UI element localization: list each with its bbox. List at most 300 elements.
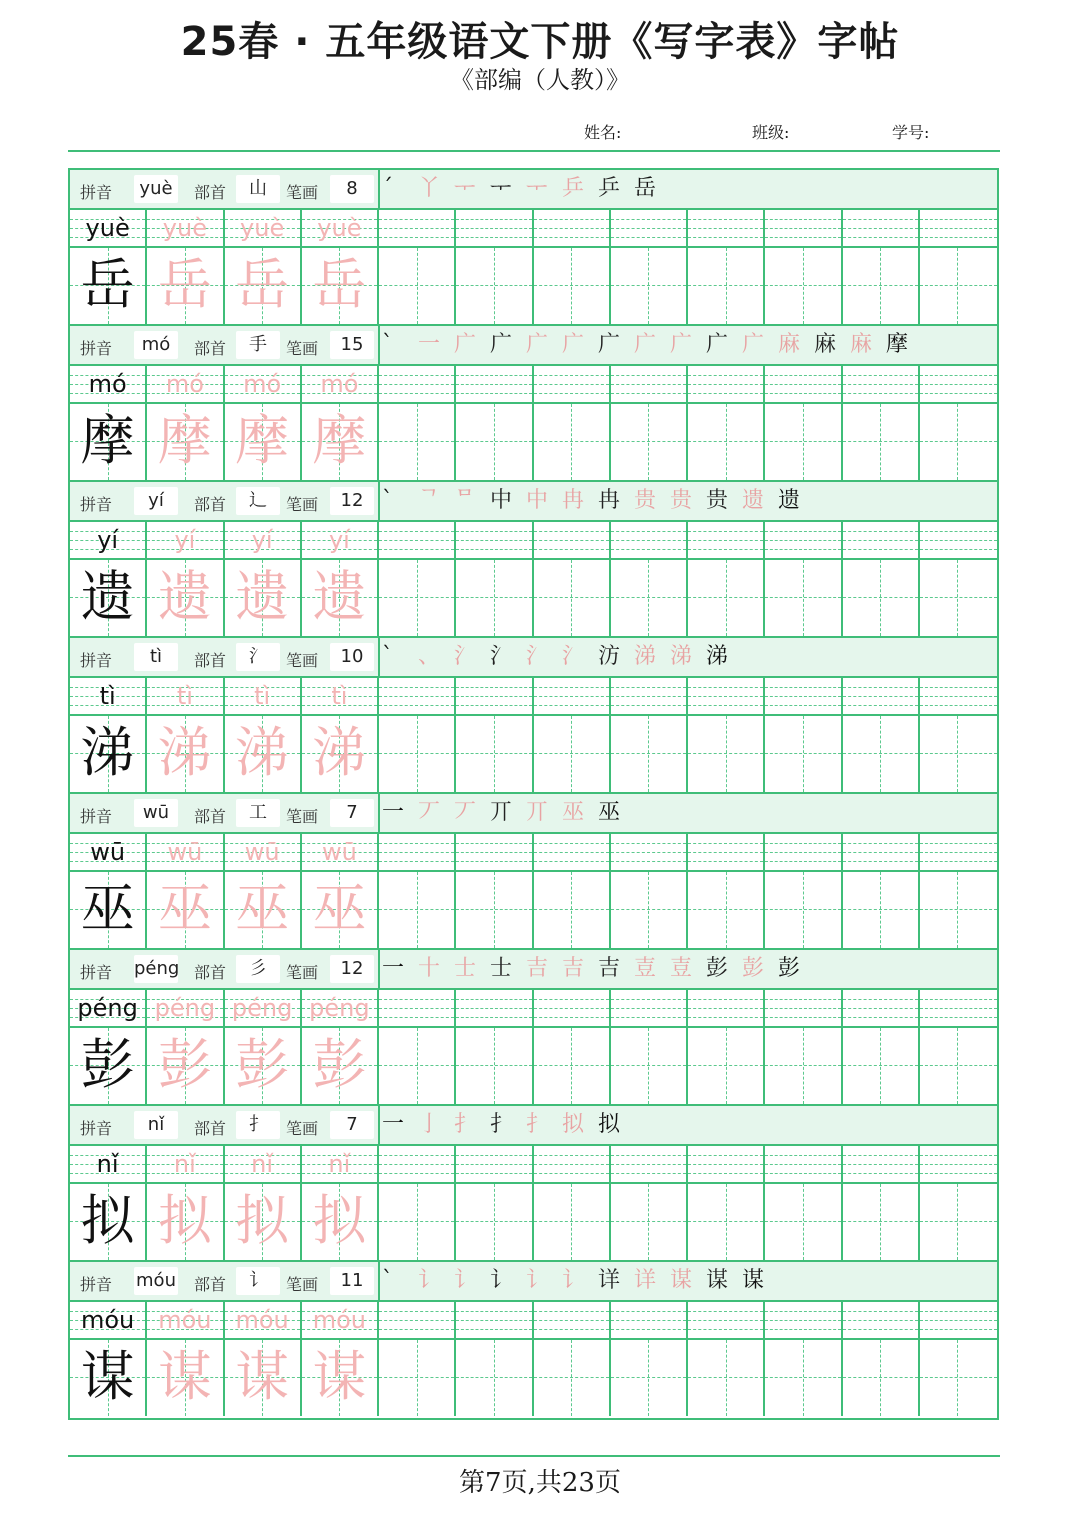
pinyin-value: yí bbox=[134, 487, 178, 515]
pinyin-cell[interactable] bbox=[379, 210, 456, 248]
stroke-step: 贵 bbox=[634, 488, 657, 513]
stroke-step: 氵 bbox=[526, 644, 549, 669]
character-cell[interactable] bbox=[456, 872, 533, 948]
pinyin-cell bbox=[225, 834, 302, 872]
pinyin-cell[interactable] bbox=[843, 1302, 920, 1340]
pinyin-cell[interactable] bbox=[765, 1302, 842, 1340]
character-trace: 谋 bbox=[157, 1345, 212, 1408]
character-cell[interactable] bbox=[920, 872, 997, 948]
character-cell[interactable] bbox=[765, 716, 842, 792]
pinyin-practice-row bbox=[70, 1146, 997, 1184]
character-trace: 谋 bbox=[312, 1345, 367, 1408]
character-cell[interactable] bbox=[456, 1184, 533, 1260]
character-cell bbox=[302, 1184, 379, 1260]
pinyin-cell bbox=[70, 1302, 147, 1340]
stroke-step: 汸 bbox=[598, 644, 621, 669]
character-trace: 遗 bbox=[157, 565, 212, 628]
character-meta bbox=[70, 326, 380, 364]
pinyin-cell bbox=[70, 210, 147, 248]
pinyin-model: yí bbox=[97, 526, 119, 554]
pinyin-cell bbox=[70, 678, 147, 716]
stroke-step: 详 bbox=[598, 1268, 621, 1293]
character-trace: 巫 bbox=[235, 877, 290, 940]
character-cell[interactable] bbox=[920, 560, 997, 636]
character-cell[interactable] bbox=[611, 404, 688, 480]
pinyin-cell[interactable] bbox=[765, 678, 842, 716]
pinyin-cell[interactable] bbox=[920, 522, 997, 560]
pinyin-cell bbox=[147, 990, 224, 1028]
character-practice-row bbox=[70, 1184, 997, 1260]
pinyin-cell[interactable] bbox=[688, 522, 765, 560]
character-cell bbox=[225, 716, 302, 792]
character-cell[interactable] bbox=[688, 1028, 765, 1104]
pinyin-cell[interactable] bbox=[534, 1302, 611, 1340]
character-cell[interactable] bbox=[534, 1340, 611, 1416]
pinyin-cell[interactable] bbox=[456, 1146, 533, 1184]
pinyin-cell[interactable] bbox=[920, 210, 997, 248]
character-cell[interactable] bbox=[534, 716, 611, 792]
stroke-step: 贵 bbox=[706, 488, 729, 513]
character-cell[interactable] bbox=[611, 248, 688, 324]
pinyin-cell[interactable] bbox=[456, 522, 533, 560]
character-practice-row bbox=[70, 1340, 997, 1416]
stroke-step: 讠 bbox=[454, 1268, 477, 1293]
stroke-step: 详 bbox=[634, 1268, 657, 1293]
character-cell[interactable] bbox=[765, 872, 842, 948]
stroke-step: 、 bbox=[418, 644, 441, 669]
pinyin-trace: yí bbox=[174, 526, 196, 554]
character-trace: 涕 bbox=[157, 721, 212, 784]
stroke-step: 扌 bbox=[526, 1112, 549, 1137]
pinyin-cell[interactable] bbox=[611, 834, 688, 872]
pinyin-cell[interactable] bbox=[920, 1302, 997, 1340]
pinyin-cell[interactable] bbox=[920, 678, 997, 716]
pinyin-cell[interactable] bbox=[843, 1146, 920, 1184]
pinyin-value: móu bbox=[134, 1267, 178, 1295]
pinyin-cell[interactable] bbox=[611, 1146, 688, 1184]
character-model: 拟 bbox=[80, 1189, 135, 1252]
pinyin-trace: yuè bbox=[240, 214, 285, 242]
pinyin-value: wū bbox=[134, 799, 178, 827]
pinyin-trace: tì bbox=[254, 682, 271, 710]
character-trace: 岳 bbox=[157, 253, 212, 316]
character-cell[interactable] bbox=[688, 248, 765, 324]
pinyin-cell[interactable] bbox=[534, 210, 611, 248]
stroke-order-sequence bbox=[382, 172, 992, 208]
stroke-count-label: 笔画 bbox=[286, 495, 319, 514]
stroke-step: 乒 bbox=[598, 176, 621, 201]
pinyin-cell[interactable] bbox=[611, 522, 688, 560]
pinyin-cell[interactable] bbox=[456, 834, 533, 872]
character-cell[interactable] bbox=[765, 560, 842, 636]
character-trace: 遗 bbox=[235, 565, 290, 628]
stroke-step: 摩 bbox=[886, 332, 909, 357]
stroke-step: 广 bbox=[490, 332, 513, 357]
stroke-step: ᅮ bbox=[454, 176, 476, 201]
stroke-order-sequence bbox=[382, 328, 992, 364]
pinyin-cell[interactable] bbox=[765, 522, 842, 560]
character-cell[interactable] bbox=[379, 1028, 456, 1104]
character-meta bbox=[70, 794, 380, 832]
character-block bbox=[70, 170, 997, 326]
stroke-step: 扌 bbox=[454, 1112, 477, 1137]
character-cell bbox=[147, 404, 224, 480]
character-cell[interactable] bbox=[379, 1340, 456, 1416]
pinyin-cell[interactable] bbox=[765, 990, 842, 1028]
pinyin-value: mó bbox=[134, 331, 178, 359]
practice-grid bbox=[68, 168, 999, 1420]
stroke-step: ᅮ bbox=[526, 176, 548, 201]
character-cell[interactable] bbox=[765, 404, 842, 480]
pinyin-label: 拼音 bbox=[80, 183, 113, 202]
pinyin-trace: péng bbox=[231, 994, 293, 1022]
pinyin-cell[interactable] bbox=[379, 678, 456, 716]
pinyin-cell[interactable] bbox=[379, 366, 456, 404]
character-cell[interactable] bbox=[456, 1340, 533, 1416]
pinyin-cell bbox=[70, 366, 147, 404]
character-cell bbox=[147, 1184, 224, 1260]
character-trace: 巫 bbox=[157, 877, 212, 940]
pinyin-cell[interactable] bbox=[688, 210, 765, 248]
character-cell[interactable] bbox=[611, 1340, 688, 1416]
character-info-row bbox=[70, 950, 997, 990]
pinyin-cell[interactable] bbox=[379, 1146, 456, 1184]
character-info-row bbox=[70, 794, 997, 834]
pinyin-cell[interactable] bbox=[765, 834, 842, 872]
pinyin-cell bbox=[302, 210, 379, 248]
character-cell[interactable] bbox=[688, 1184, 765, 1260]
character-meta bbox=[70, 638, 380, 676]
character-trace: 巫 bbox=[312, 877, 367, 940]
character-cell[interactable] bbox=[843, 1184, 920, 1260]
character-cell bbox=[147, 560, 224, 636]
radical-label: 部首 bbox=[194, 183, 227, 202]
pinyin-cell[interactable] bbox=[765, 366, 842, 404]
character-cell[interactable] bbox=[611, 560, 688, 636]
stroke-step: 丫 bbox=[418, 176, 441, 201]
character-cell bbox=[302, 872, 379, 948]
stroke-step: 吉 bbox=[526, 956, 549, 981]
character-cell[interactable] bbox=[379, 716, 456, 792]
pinyin-trace: nǐ bbox=[173, 1150, 196, 1178]
pinyin-value: nǐ bbox=[134, 1111, 178, 1139]
character-cell bbox=[70, 872, 147, 948]
character-cell[interactable] bbox=[688, 872, 765, 948]
pinyin-cell bbox=[302, 990, 379, 1028]
character-trace: 摩 bbox=[157, 409, 212, 472]
character-cell[interactable] bbox=[611, 872, 688, 948]
character-cell[interactable] bbox=[765, 1028, 842, 1104]
page-number: 第7页,共23页 bbox=[459, 1468, 621, 1498]
character-cell[interactable] bbox=[920, 1028, 997, 1104]
pinyin-cell bbox=[225, 522, 302, 560]
character-cell bbox=[70, 248, 147, 324]
pinyin-cell[interactable] bbox=[534, 366, 611, 404]
pinyin-cell[interactable] bbox=[456, 366, 533, 404]
character-meta bbox=[70, 1106, 380, 1144]
stroke-step: 拟 bbox=[562, 1112, 585, 1137]
character-cell bbox=[147, 1028, 224, 1104]
pinyin-cell[interactable] bbox=[611, 678, 688, 716]
pinyin-cell[interactable] bbox=[379, 522, 456, 560]
character-cell bbox=[302, 1340, 379, 1416]
pinyin-cell[interactable] bbox=[456, 990, 533, 1028]
pinyin-model: wū bbox=[90, 838, 126, 866]
pinyin-value: péng bbox=[134, 955, 178, 983]
character-cell[interactable] bbox=[843, 872, 920, 948]
character-cell[interactable] bbox=[379, 1184, 456, 1260]
stroke-step: 广 bbox=[526, 332, 549, 357]
stroke-count-label: 笔画 bbox=[286, 183, 319, 202]
stroke-step: 丆 bbox=[454, 800, 477, 825]
stroke-count-value: 12 bbox=[330, 487, 374, 515]
pinyin-model: móu bbox=[80, 1306, 135, 1334]
pinyin-cell[interactable] bbox=[920, 366, 997, 404]
stroke-count-value: 12 bbox=[330, 955, 374, 983]
character-meta bbox=[70, 1262, 380, 1300]
character-cell bbox=[70, 716, 147, 792]
character-cell[interactable] bbox=[379, 872, 456, 948]
pinyin-cell[interactable] bbox=[843, 522, 920, 560]
pinyin-cell[interactable] bbox=[688, 990, 765, 1028]
character-block bbox=[70, 638, 997, 794]
footer-rule bbox=[68, 1455, 1000, 1457]
pinyin-label: 拼音 bbox=[80, 495, 113, 514]
character-cell[interactable] bbox=[920, 404, 997, 480]
stroke-order-sequence bbox=[382, 640, 992, 676]
pinyin-cell[interactable] bbox=[611, 210, 688, 248]
stroke-step: 乒 bbox=[562, 176, 585, 201]
pinyin-cell[interactable] bbox=[688, 834, 765, 872]
character-cell[interactable] bbox=[843, 716, 920, 792]
radical-value: 扌 bbox=[236, 1111, 280, 1139]
character-cell[interactable] bbox=[379, 560, 456, 636]
stroke-step: 遗 bbox=[742, 488, 765, 513]
pinyin-trace: yí bbox=[251, 526, 273, 554]
pinyin-trace: péng bbox=[154, 994, 216, 1022]
pinyin-cell[interactable] bbox=[920, 990, 997, 1028]
character-cell[interactable] bbox=[611, 1184, 688, 1260]
pinyin-trace: wū bbox=[321, 838, 357, 866]
stroke-step: 遗 bbox=[778, 488, 801, 513]
stroke-step: 一 bbox=[382, 800, 405, 825]
radical-value: 彡 bbox=[236, 955, 280, 983]
pinyin-cell[interactable] bbox=[456, 210, 533, 248]
pinyin-cell[interactable] bbox=[611, 1302, 688, 1340]
pinyin-trace: nǐ bbox=[328, 1150, 351, 1178]
pinyin-cell[interactable] bbox=[920, 834, 997, 872]
stroke-step: 讠 bbox=[526, 1268, 549, 1293]
character-cell[interactable] bbox=[843, 560, 920, 636]
pinyin-cell[interactable] bbox=[534, 522, 611, 560]
stroke-step: ` bbox=[382, 332, 393, 357]
radical-value: 辶 bbox=[236, 487, 280, 515]
character-cell[interactable] bbox=[688, 560, 765, 636]
character-cell[interactable] bbox=[843, 404, 920, 480]
stroke-step: 谋 bbox=[706, 1268, 729, 1293]
character-cell[interactable] bbox=[688, 1340, 765, 1416]
character-cell bbox=[147, 716, 224, 792]
character-model: 巫 bbox=[80, 877, 135, 940]
number-field-label: 学号: bbox=[892, 123, 930, 142]
pinyin-cell bbox=[147, 834, 224, 872]
stroke-step: 广 bbox=[670, 332, 693, 357]
character-cell[interactable] bbox=[456, 404, 533, 480]
character-cell[interactable] bbox=[920, 248, 997, 324]
character-cell bbox=[302, 716, 379, 792]
character-cell[interactable] bbox=[688, 404, 765, 480]
pinyin-cell[interactable] bbox=[611, 990, 688, 1028]
character-trace: 彭 bbox=[157, 1033, 212, 1096]
pinyin-cell[interactable] bbox=[456, 678, 533, 716]
character-meta bbox=[70, 482, 380, 520]
character-trace: 遗 bbox=[312, 565, 367, 628]
character-cell bbox=[70, 1184, 147, 1260]
character-cell[interactable] bbox=[456, 560, 533, 636]
stroke-count-value: 10 bbox=[330, 643, 374, 671]
character-cell[interactable] bbox=[534, 560, 611, 636]
stroke-step: 巫 bbox=[598, 800, 621, 825]
pinyin-cell[interactable] bbox=[843, 366, 920, 404]
character-cell[interactable] bbox=[611, 1028, 688, 1104]
character-trace: 摩 bbox=[235, 409, 290, 472]
pinyin-practice-row bbox=[70, 834, 997, 872]
pinyin-cell[interactable] bbox=[765, 1146, 842, 1184]
pinyin-trace: móu bbox=[312, 1306, 367, 1334]
pinyin-trace: tì bbox=[176, 682, 193, 710]
pinyin-model: yuè bbox=[85, 214, 130, 242]
pinyin-cell[interactable] bbox=[920, 1146, 997, 1184]
pinyin-cell[interactable] bbox=[534, 834, 611, 872]
character-cell[interactable] bbox=[843, 248, 920, 324]
character-cell[interactable] bbox=[456, 1028, 533, 1104]
pinyin-cell bbox=[225, 366, 302, 404]
character-cell[interactable] bbox=[688, 716, 765, 792]
stroke-count-label: 笔画 bbox=[286, 651, 319, 670]
radical-label: 部首 bbox=[194, 807, 227, 826]
stroke-order-sequence bbox=[382, 1108, 992, 1144]
character-practice-row bbox=[70, 1028, 997, 1104]
character-cell[interactable] bbox=[379, 248, 456, 324]
radical-value: 山 bbox=[236, 175, 280, 203]
character-cell[interactable] bbox=[379, 404, 456, 480]
character-cell[interactable] bbox=[611, 716, 688, 792]
pinyin-trace: tì bbox=[331, 682, 348, 710]
character-cell[interactable] bbox=[765, 1184, 842, 1260]
pinyin-label: 拼音 bbox=[80, 1119, 113, 1138]
character-cell[interactable] bbox=[843, 1340, 920, 1416]
pinyin-cell[interactable] bbox=[688, 366, 765, 404]
pinyin-cell[interactable] bbox=[534, 1146, 611, 1184]
pinyin-model: mó bbox=[88, 370, 127, 398]
character-cell[interactable] bbox=[920, 716, 997, 792]
character-cell[interactable] bbox=[534, 248, 611, 324]
pinyin-cell bbox=[225, 1146, 302, 1184]
pinyin-trace: mó bbox=[320, 370, 359, 398]
character-cell bbox=[147, 248, 224, 324]
stroke-step: ` bbox=[382, 1268, 393, 1293]
radical-label: 部首 bbox=[194, 651, 227, 670]
character-cell[interactable] bbox=[456, 248, 533, 324]
stroke-step: 巫 bbox=[562, 800, 585, 825]
character-cell[interactable] bbox=[765, 248, 842, 324]
pinyin-label: 拼音 bbox=[80, 1275, 113, 1294]
pinyin-label: 拼音 bbox=[80, 807, 113, 826]
character-trace: 彭 bbox=[312, 1033, 367, 1096]
character-trace: 摩 bbox=[312, 409, 367, 472]
character-cell[interactable] bbox=[920, 1184, 997, 1260]
stroke-step: ᄀ bbox=[418, 488, 440, 513]
pinyin-cell bbox=[70, 990, 147, 1028]
character-cell[interactable] bbox=[456, 716, 533, 792]
character-info-row bbox=[70, 482, 997, 522]
pinyin-value: tì bbox=[134, 643, 178, 671]
pinyin-cell[interactable] bbox=[843, 990, 920, 1028]
pinyin-cell[interactable] bbox=[688, 678, 765, 716]
character-cell bbox=[70, 1028, 147, 1104]
stroke-step: 广 bbox=[598, 332, 621, 357]
character-block bbox=[70, 794, 997, 950]
character-trace: 岳 bbox=[235, 253, 290, 316]
pinyin-cell[interactable] bbox=[765, 210, 842, 248]
pinyin-cell[interactable] bbox=[843, 678, 920, 716]
character-block bbox=[70, 326, 997, 482]
pinyin-cell bbox=[147, 1146, 224, 1184]
pinyin-practice-row bbox=[70, 366, 997, 404]
character-cell[interactable] bbox=[920, 1340, 997, 1416]
pinyin-cell[interactable] bbox=[379, 834, 456, 872]
pinyin-cell[interactable] bbox=[843, 210, 920, 248]
pinyin-cell bbox=[302, 522, 379, 560]
pinyin-cell[interactable] bbox=[843, 834, 920, 872]
character-model: 摩 bbox=[80, 409, 135, 472]
pinyin-cell[interactable] bbox=[379, 1302, 456, 1340]
character-info-row bbox=[70, 326, 997, 366]
stroke-step: 吉 bbox=[562, 956, 585, 981]
pinyin-cell[interactable] bbox=[379, 990, 456, 1028]
pinyin-cell[interactable] bbox=[456, 1302, 533, 1340]
character-info-row bbox=[70, 638, 997, 678]
character-cell[interactable] bbox=[534, 404, 611, 480]
character-cell[interactable] bbox=[534, 1184, 611, 1260]
page-title: 25春 · 五年级语文下册《写字表》字帖 bbox=[180, 19, 900, 65]
character-cell[interactable] bbox=[843, 1028, 920, 1104]
pinyin-practice-row bbox=[70, 210, 997, 248]
character-cell[interactable] bbox=[534, 1028, 611, 1104]
stroke-step: 扌 bbox=[490, 1112, 513, 1137]
pinyin-cell[interactable] bbox=[688, 1146, 765, 1184]
stroke-step: 丆 bbox=[418, 800, 441, 825]
stroke-step: 彭 bbox=[778, 956, 801, 981]
character-cell[interactable] bbox=[534, 872, 611, 948]
pinyin-cell[interactable] bbox=[688, 1302, 765, 1340]
class-field-label: 班级: bbox=[752, 123, 790, 142]
radical-value: 氵 bbox=[236, 643, 280, 671]
pinyin-trace: wū bbox=[167, 838, 203, 866]
character-practice-row bbox=[70, 716, 997, 792]
character-cell bbox=[302, 404, 379, 480]
pinyin-trace: nǐ bbox=[251, 1150, 274, 1178]
pinyin-cell[interactable] bbox=[611, 366, 688, 404]
pinyin-cell[interactable] bbox=[534, 678, 611, 716]
character-practice-row bbox=[70, 872, 997, 948]
pinyin-cell bbox=[70, 522, 147, 560]
pinyin-practice-row bbox=[70, 522, 997, 560]
character-cell[interactable] bbox=[765, 1340, 842, 1416]
pinyin-trace: móu bbox=[158, 1306, 212, 1334]
pinyin-cell[interactable] bbox=[534, 990, 611, 1028]
stroke-step: 冉 bbox=[562, 488, 585, 513]
